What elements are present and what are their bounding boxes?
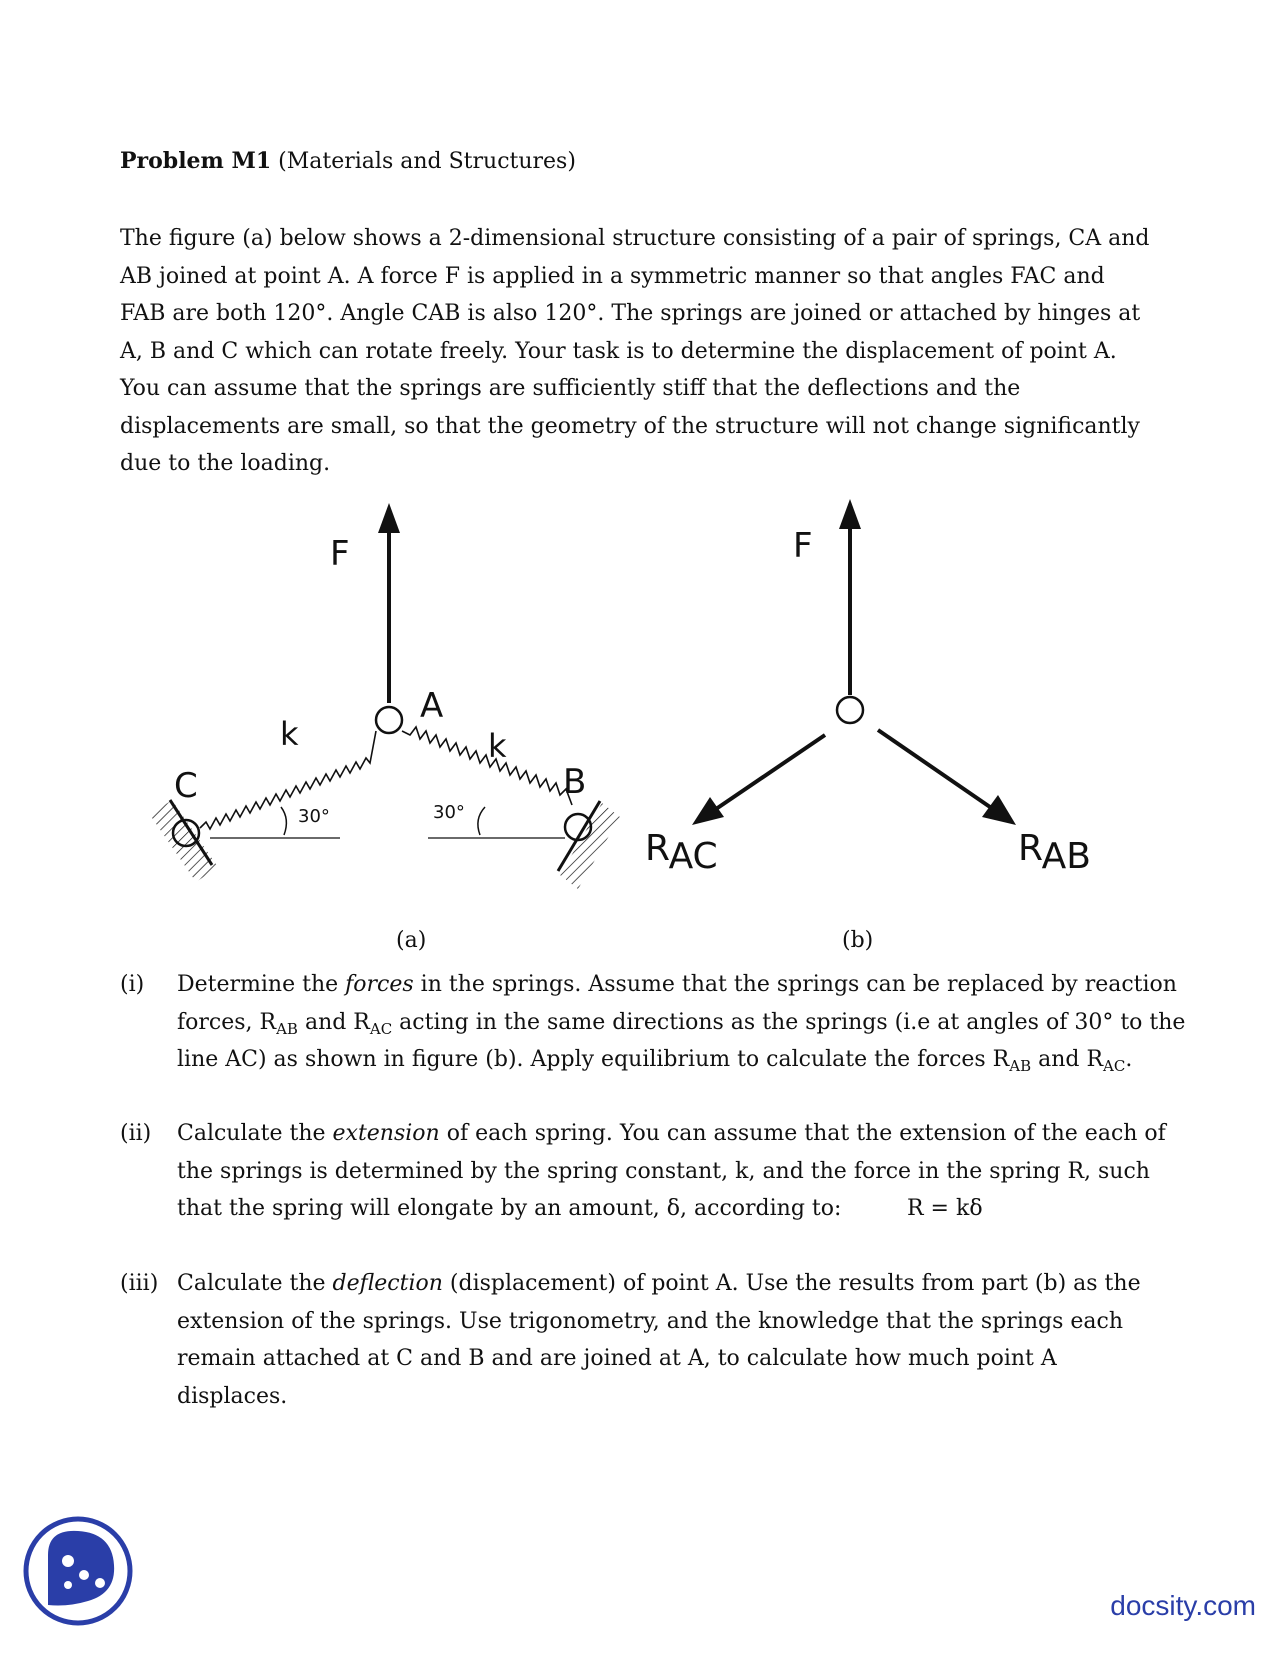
force-label-b: F bbox=[793, 526, 813, 566]
question-line: Calculate the deflection (displacement) of point A. Use the results from part (b) as the bbox=[177, 1271, 1141, 1296]
intro-line: due to the loading. bbox=[120, 451, 331, 476]
intro-line: You can assume that the springs are sufficiently stiff that the deflections and the bbox=[120, 376, 1021, 401]
node-b-label: B bbox=[563, 762, 587, 802]
figure-b bbox=[645, 499, 1091, 877]
problem-subject: (Materials and Structures) bbox=[278, 149, 576, 174]
question-number: (i) bbox=[120, 972, 145, 997]
figure-a bbox=[150, 503, 620, 889]
question-line: the springs is determined by the spring constant, k, and the force in the spring R, such bbox=[177, 1158, 1150, 1184]
intro-line: FAB are both 120°. Angle CAB is also 120°. The springs are joined or attached by hinges at bbox=[120, 301, 1141, 326]
intro-line: The figure (a) below shows a 2-dimensional structure consisting of a pair of springs, CA and bbox=[120, 226, 1150, 251]
spring-ab bbox=[402, 727, 572, 805]
intro-line: A, B and C which can rotate freely. Your task is to determine the displacement of point A. bbox=[120, 338, 1117, 364]
intro-line: AB joined at point A. A force F is applied in a symmetric manner so that angles FAC and bbox=[120, 263, 1105, 289]
reaction-ac-label bbox=[645, 828, 718, 877]
question-line: Calculate the extension of each spring. You can assume that the extension of the each of bbox=[177, 1121, 1166, 1146]
question-line: displaces. bbox=[177, 1383, 288, 1409]
question-number: (ii) bbox=[120, 1121, 152, 1146]
node-c-label: C bbox=[174, 766, 198, 806]
node-a-hinge bbox=[376, 707, 402, 733]
reaction-ac-main: R bbox=[645, 828, 669, 869]
problem-label: Problem M1 bbox=[120, 148, 272, 174]
reaction-ab-main: R bbox=[1018, 828, 1042, 869]
reaction-arrow-ac bbox=[716, 735, 825, 809]
intro-paragraph bbox=[120, 220, 1180, 483]
question-line: forces, $R_{AB}$ and $R_{AC}$ acting in the same directions as the springs (i.e at angles of 30° to the bbox=[177, 1009, 1186, 1038]
problem-title bbox=[120, 148, 576, 174]
figures bbox=[0, 495, 1280, 935]
docsity-brand-link[interactable]: docsity.com bbox=[1110, 1590, 1256, 1621]
node-a-label: A bbox=[420, 686, 444, 726]
reaction-arrowhead-ac bbox=[692, 797, 724, 825]
node-a-hinge-b bbox=[837, 697, 863, 723]
ground-c-hatch bbox=[150, 800, 218, 882]
reaction-arrow-ab bbox=[878, 730, 990, 807]
force-label-a: F bbox=[330, 534, 350, 574]
docsity-logo-icon[interactable] bbox=[22, 1515, 134, 1627]
reaction-arrowhead-ab bbox=[982, 795, 1016, 825]
question-line: that the spring will elongate by an amount, δ, according to: R = kδ bbox=[177, 1190, 1197, 1228]
intro-line: displacements are small, so that the geometry of the structure will not change significantly bbox=[120, 413, 1140, 439]
angle-arc-right bbox=[478, 807, 485, 835]
angle-left-label: 30° bbox=[298, 806, 330, 827]
angle-arc-left bbox=[281, 807, 286, 835]
question-number: (iii) bbox=[120, 1271, 159, 1296]
spring-formula: R = kδ bbox=[907, 1196, 983, 1221]
caption-a: (a) bbox=[396, 928, 427, 953]
reaction-ac-sub: AC bbox=[668, 836, 718, 877]
question-line: extension of the springs. Use trigonometry, and the knowledge that the springs each bbox=[177, 1308, 1124, 1334]
angle-right-label: 30° bbox=[433, 802, 465, 823]
reaction-ab-sub: AB bbox=[1041, 836, 1091, 877]
spring-ca-label: k bbox=[280, 715, 299, 753]
question-line: remain attached at C and B and are joined at A, to calculate how much point A bbox=[177, 1346, 1057, 1371]
reaction-ab-label bbox=[1018, 828, 1091, 877]
force-arrowhead-a bbox=[378, 503, 400, 533]
question-line: line AC) as shown in figure (b). Apply equilibrium to calculate the forces $R_{AB}$ and $R_{AC}$. bbox=[177, 1047, 1133, 1075]
force-arrowhead-b bbox=[839, 499, 861, 529]
spring-ab-label: k bbox=[488, 727, 507, 765]
caption-b: (b) bbox=[842, 928, 874, 953]
question-line: Determine the forces in the springs. Assume that the springs can be replaced by reaction bbox=[177, 972, 1177, 997]
